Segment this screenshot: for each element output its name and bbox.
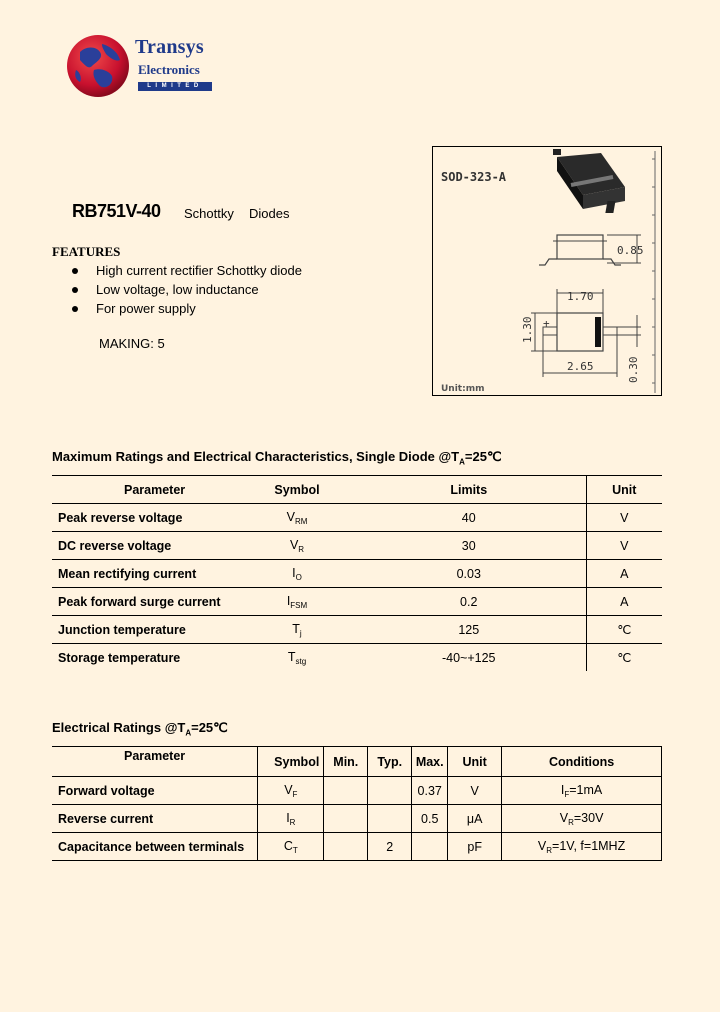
header-parameter: Parameter xyxy=(52,476,242,504)
table-row: Reverse current $I_R$ 0.5 μA $V_R=30V$ xyxy=(52,805,662,833)
header-max: Max. xyxy=(412,747,448,777)
table-row: Junction temperature $T_j$ 125 ℃ xyxy=(52,616,662,644)
dim-height-label: 0.85 xyxy=(617,244,644,257)
marking-code: MAKING: 5 xyxy=(99,336,165,351)
dim-width-label: 1.30 xyxy=(521,316,534,343)
bullet-icon xyxy=(72,268,78,274)
header-typ: Typ. xyxy=(368,747,412,777)
features-list xyxy=(72,261,302,318)
brand-name: Transys xyxy=(135,36,204,58)
plus-label: + xyxy=(543,317,550,330)
table-header-row xyxy=(52,747,662,777)
feature-item: High current rectifier Schottky diode xyxy=(72,261,302,280)
table-row: Capacitance between terminals $C_T$ 2 pF $V_R=1V$, f=1MHZ xyxy=(52,833,662,861)
bullet-icon xyxy=(72,287,78,293)
feature-item: Low voltage, low inductance xyxy=(72,280,302,299)
feature-item: For power supply xyxy=(72,299,302,318)
features-heading: FEATURES xyxy=(52,244,121,259)
table-row: Mean rectifying current $I_O$ 0.03 A xyxy=(52,560,662,588)
table-row: Peak reverse voltage $V_{RM}$ 40 V xyxy=(52,504,662,532)
header-limits: Limits xyxy=(352,476,586,504)
dim-body-len-label: 1.70 xyxy=(567,290,594,303)
header-parameter: Parameter xyxy=(52,747,258,777)
dim-lead-label: 0.30 xyxy=(627,356,640,383)
table-row: Storage temperature $T_{stg}$ -40~+125 ℃ xyxy=(52,644,662,672)
header-unit: Unit xyxy=(448,747,502,777)
header-min: Min. xyxy=(324,747,368,777)
table-header-row xyxy=(52,476,662,504)
elec-ratings-table xyxy=(52,746,662,861)
part-number: RB751V-40 xyxy=(72,201,161,221)
package-name: SOD-323-A xyxy=(441,170,507,184)
header-symbol: Symbol xyxy=(258,747,324,777)
header-conditions: Conditions xyxy=(502,747,662,777)
header-symbol: Symbol xyxy=(242,476,352,504)
unit-label: Unit:mm xyxy=(441,384,485,394)
table-row: Forward voltage $V_F$ 0.37 V $I_F=1mA$ xyxy=(52,777,662,805)
table-row: DC reverse voltage $V_R$ 30 V xyxy=(52,532,662,560)
package-diagram xyxy=(432,146,662,396)
part-type-diodes: Diodes xyxy=(249,206,290,221)
globe-logo-icon xyxy=(66,34,130,98)
header-unit: Unit xyxy=(586,476,662,504)
max-ratings-title: Maximum Ratings and Electrical Characteristics, Single Diode $@T_A=25℃$ xyxy=(52,449,502,467)
elec-ratings-title: Electrical Ratings $@T_A=25℃$ xyxy=(52,720,228,738)
bullet-icon xyxy=(72,306,78,312)
part-type-schottky: Schottky xyxy=(184,206,234,221)
brand-subtitle: Electronics xyxy=(138,62,200,77)
table-row: Peak forward surge current $I_{FSM}$ 0.2 A xyxy=(52,588,662,616)
max-ratings-table xyxy=(52,475,662,671)
brand-limited: LIMITED xyxy=(138,82,212,91)
dim-total-len-label: 2.65 xyxy=(567,360,594,373)
package-drawing xyxy=(433,147,661,395)
